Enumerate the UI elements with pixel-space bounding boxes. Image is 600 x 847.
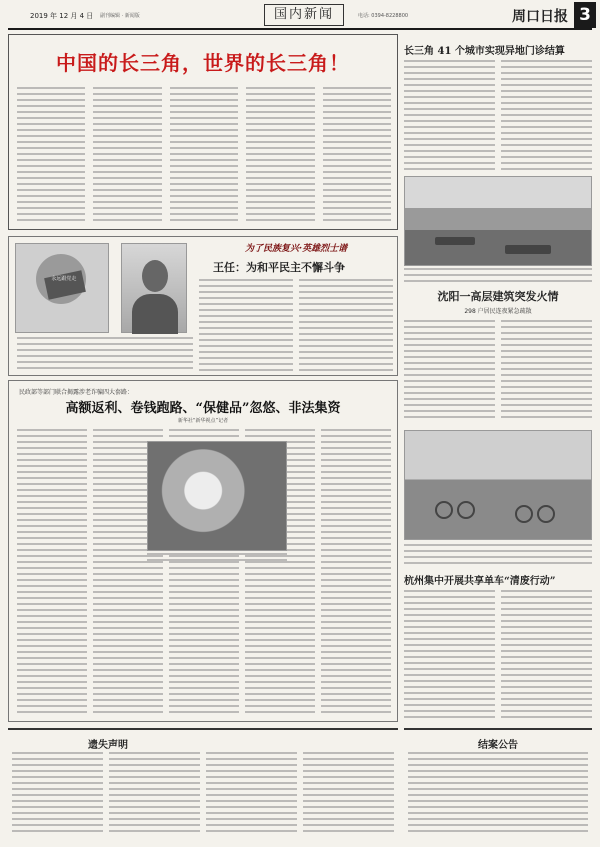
lead-article (8, 34, 398, 230)
bicycle-icon (457, 501, 475, 519)
right-mid-headline: 沈阳一高层建筑突发火情 (437, 290, 559, 303)
portrait-head (142, 260, 168, 292)
case-closed-notice-section (404, 728, 592, 840)
text-column (303, 752, 394, 836)
lost-notice-section (8, 728, 398, 840)
right-top-headline: 长三角 41 个城市实现异地门诊结算 (404, 46, 565, 57)
text-column (93, 87, 161, 225)
text-column (12, 752, 103, 836)
text-column (501, 60, 592, 172)
right-top-body (404, 60, 592, 172)
boat-icon (435, 237, 475, 245)
photo-caption (404, 544, 592, 566)
feature-kicker: 为了民族复兴·英雄烈士谱 (245, 244, 348, 254)
portrait-photo (121, 243, 187, 333)
text-column (170, 87, 238, 225)
photo-caption (147, 553, 287, 565)
photo-caption (17, 337, 193, 371)
right-bottom-body (404, 590, 592, 720)
right-mid-body (404, 320, 592, 420)
bike-sharing-photo (404, 430, 592, 540)
consumer-kicker: 民政部等部门联合揭露涉老诈骗四大套路： (19, 389, 134, 396)
text-column (404, 320, 495, 420)
feature-headline: 王任：为和平民主不懈斗争 (213, 261, 345, 274)
consumer-byline: 新华社“新华视点”记者 (177, 418, 229, 424)
poster-photo (15, 243, 109, 333)
text-column (109, 752, 200, 836)
masthead-meta-left: 副刊编辑 · 新闻版 (100, 13, 140, 19)
lost-notice-body (12, 752, 394, 836)
text-column (17, 87, 85, 225)
text-column (408, 752, 588, 836)
canal-town-photo (404, 176, 592, 266)
issue-date: 2019 年 12 月 4 日 (30, 12, 94, 20)
lead-body (17, 87, 391, 225)
bicycle-icon (537, 505, 555, 523)
consumer-headline: 高额返利、卷钱跑路、“保健品”忽悠、非法集资 (65, 401, 341, 416)
consumer-photo (147, 441, 287, 551)
text-column (206, 752, 297, 836)
text-column (246, 87, 314, 225)
consumer-article (8, 380, 398, 722)
feature-article (8, 236, 398, 376)
boat-icon (505, 245, 551, 254)
section-title: 国内新闻 (264, 4, 344, 26)
text-column (501, 320, 592, 420)
case-closed-notice-body (408, 752, 588, 836)
bicycle-icon (435, 501, 453, 519)
text-column (323, 87, 391, 225)
text-column (199, 279, 293, 371)
case-closed-notice-title: 结案公告 (478, 740, 518, 751)
lost-notice-title: 遗失声明 (88, 740, 128, 751)
text-column (501, 590, 592, 720)
right-mid-subheadline: 298 户居民连夜紧急疏散 (464, 308, 532, 315)
text-column (299, 279, 393, 371)
newspaper-logo: 周口日报 (512, 9, 568, 25)
right-bottom-headline: 杭州集中开展共享单车“清废行动” (404, 576, 556, 587)
text-column (17, 429, 87, 717)
bicycle-icon (515, 505, 533, 523)
feature-body (199, 279, 393, 371)
lead-headline: 中国的长三角，世界的长三角！ (56, 51, 350, 75)
photo-caption (404, 268, 592, 282)
text-column (404, 60, 495, 172)
portrait-body (132, 294, 178, 334)
text-column (404, 590, 495, 720)
masthead (8, 2, 592, 30)
masthead-meta-right: 电话: 0394-8228800 (358, 13, 409, 19)
page-number: 3 (574, 2, 596, 28)
text-column (321, 429, 391, 717)
poster-sign-text: 永远跟党走 (51, 276, 77, 283)
